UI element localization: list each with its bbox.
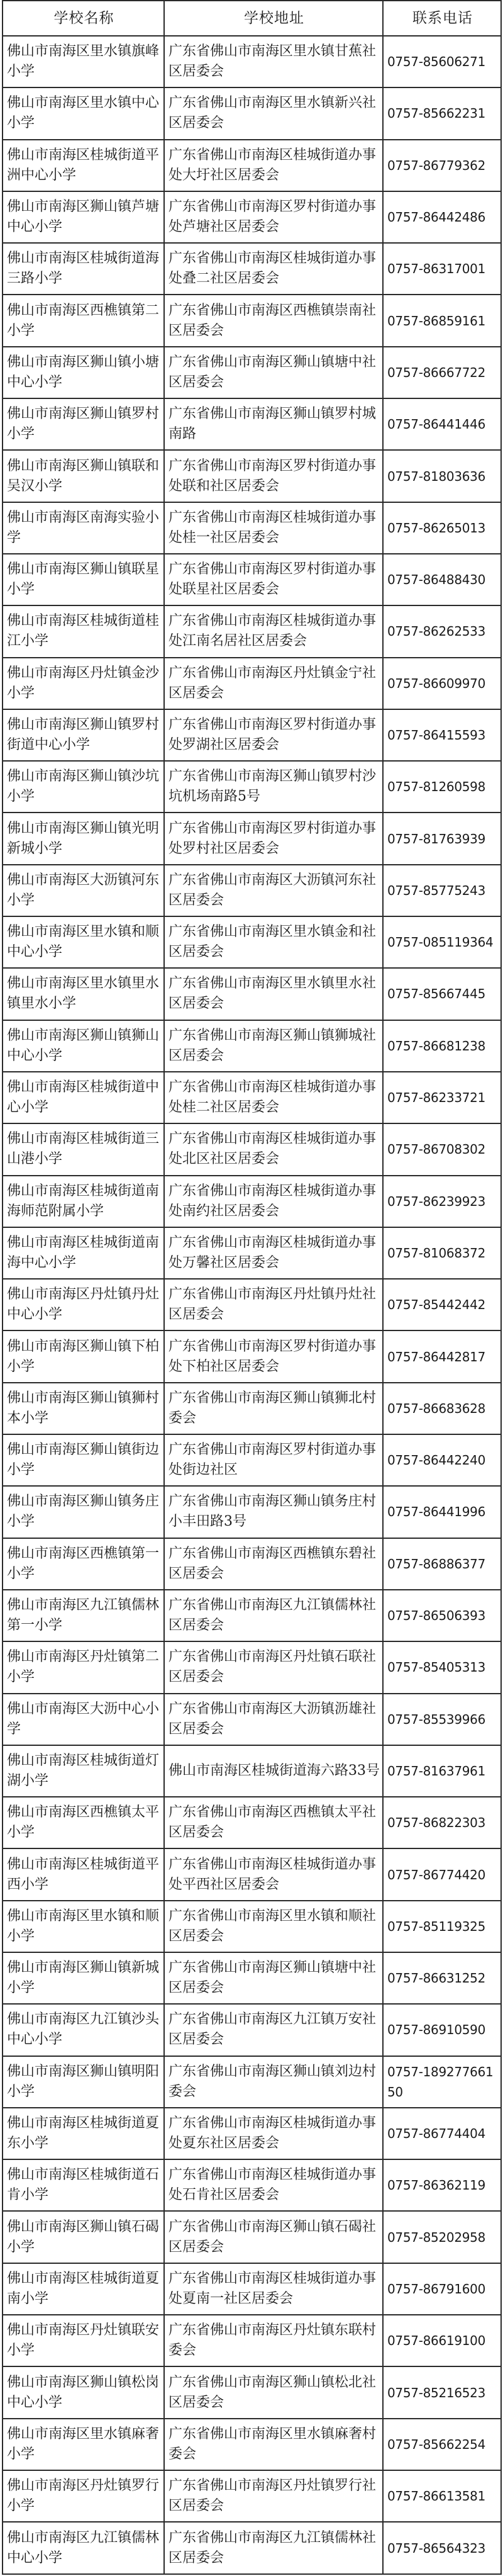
school-address-cell: 佛山市南海区桂城街道海六路33号: [164, 1745, 383, 1797]
school-name-cell: 佛山市南海区桂城街道平西小学: [3, 1848, 164, 1900]
school-name-cell: 佛山市南海区大沥镇河东小学: [3, 865, 164, 916]
table-row: [3, 554, 501, 605]
contact-phone-cell: 0757-86442486: [383, 191, 501, 243]
school-name-cell: 佛山市南海区桂城街道夏东小学: [3, 2108, 164, 2159]
contact-phone-cell: 0757-86415593: [383, 709, 501, 761]
school-address-cell: 广东省佛山市南海区狮山镇罗村城南路: [164, 398, 383, 450]
school-name-cell: 佛山市南海区里水镇和顺小学: [3, 1901, 164, 1952]
table-row: [3, 1330, 501, 1382]
contact-phone-cell: 0757-86442240: [383, 1434, 501, 1486]
school-name-cell: 佛山市南海区桂城街道南海师范附属小学: [3, 1176, 164, 1227]
table-row: [3, 761, 501, 813]
school-name-cell: 佛山市南海区桂城街道三山港小学: [3, 1123, 164, 1175]
table-row: [3, 2056, 501, 2108]
school-address-cell: 广东省佛山市南海区狮山镇务庄村小丰田路3号: [164, 1486, 383, 1538]
table-row: [3, 813, 501, 864]
school-address-cell: 广东省佛山市南海区罗村街道办事处联星社区居委会: [164, 554, 383, 605]
school-name-cell: 佛山市南海区桂城街道灯湖小学: [3, 1745, 164, 1797]
contact-phone-cell: 0757-86886377: [383, 1538, 501, 1590]
header-row: [3, 1, 501, 36]
table-row: [3, 2315, 501, 2366]
table-row: [3, 87, 501, 139]
contact-phone-cell: 0757-85202958: [383, 2211, 501, 2263]
table-row: [3, 1797, 501, 1848]
school-name-cell: 佛山市南海区狮山镇狮山中心小学: [3, 1020, 164, 1072]
contact-phone-cell: 0757-81637961: [383, 1745, 501, 1797]
contact-phone-cell: 0757-81803636: [383, 450, 501, 502]
school-address-cell: 广东省佛山市南海区狮山镇狮城社区居委会: [164, 1020, 383, 1072]
contact-phone-cell: 0757-86667722: [383, 347, 501, 398]
school-name-cell: 佛山市南海区狮山镇光明新城小学: [3, 813, 164, 864]
school-name-cell: 佛山市南海区桂城街道夏南小学: [3, 2263, 164, 2315]
school-address-cell: 广东省佛山市南海区大沥镇河东社区居委会: [164, 865, 383, 916]
school-name-cell: 佛山市南海区狮山镇联星小学: [3, 554, 164, 605]
school-name-cell: 佛山市南海区西樵镇第一小学: [3, 1538, 164, 1590]
school-contact-table: [2, 0, 502, 2575]
school-name-cell: 佛山市南海区桂城街道南海中心小学: [3, 1227, 164, 1279]
table-row: [3, 1694, 501, 1745]
contact-phone-cell: 0757-85775243: [383, 865, 501, 916]
school-name-cell: 佛山市南海区狮山镇小塘中心小学: [3, 347, 164, 398]
table-row: [3, 1952, 501, 2004]
school-name-cell: 佛山市南海区南海实验小学: [3, 502, 164, 554]
table-row: [3, 2263, 501, 2315]
table-row: [3, 347, 501, 398]
school-name-cell: 佛山市南海区狮山镇联和吴汉小学: [3, 450, 164, 502]
contact-phone-cell: 0757-86859161: [383, 295, 501, 346]
school-address-cell: 广东省佛山市南海区西樵镇崇南社区居委会: [164, 295, 383, 346]
contact-phone-cell: 0757-86609970: [383, 658, 501, 709]
table-row: [3, 1641, 501, 1693]
school-address-cell: 广东省佛山市南海区桂城街道办事处江南名居社区居委会: [164, 605, 383, 657]
table-row: [3, 2159, 501, 2211]
contact-phone-cell: 0757-81260598: [383, 761, 501, 813]
contact-phone-cell: 0757-86822303: [383, 1797, 501, 1848]
table-row: [3, 709, 501, 761]
school-address-cell: 广东省佛山市南海区罗村街道办事处街边社区: [164, 1434, 383, 1486]
contact-phone-cell: 0757-85667445: [383, 968, 501, 1020]
school-name-cell: 佛山市南海区狮山镇新城小学: [3, 1952, 164, 2004]
school-name-cell: 佛山市南海区狮山镇明阳小学: [3, 2056, 164, 2108]
school-name-cell: 佛山市南海区狮山镇松岗中心小学: [3, 2366, 164, 2418]
contact-phone-cell: 0757-85442442: [383, 1279, 501, 1330]
school-name-cell: 佛山市南海区狮山镇街边小学: [3, 1434, 164, 1486]
table-row: [3, 1745, 501, 1797]
table-row: [3, 1434, 501, 1486]
school-address-cell: 广东省佛山市南海区罗村街道办事处下柏社区居委会: [164, 1330, 383, 1382]
school-address-cell: 广东省佛山市南海区丹灶镇石联社区居委会: [164, 1641, 383, 1693]
contact-phone-cell: 0757-86233721: [383, 1072, 501, 1123]
school-address-cell: 广东省佛山市南海区西樵镇东碧社区居委会: [164, 1538, 383, 1590]
school-name-cell: 佛山市南海区桂城街道平洲中心小学: [3, 140, 164, 191]
school-address-cell: 广东省佛山市南海区桂城街道办事处万馨社区居委会: [164, 1227, 383, 1279]
contact-phone-cell: 0757-86708302: [383, 1123, 501, 1175]
contact-phone-cell: 0757-86779362: [383, 140, 501, 191]
school-address-cell: 广东省佛山市南海区狮山镇狮北村委会: [164, 1383, 383, 1434]
contact-phone-cell: 0757-18927766150: [383, 2056, 501, 2108]
school-name-cell: 佛山市南海区丹灶镇罗行小学: [3, 2470, 164, 2522]
school-name-cell: 佛山市南海区桂城街道海三路小学: [3, 243, 164, 295]
header-contact-phone: 联系电话: [383, 1, 501, 36]
table-row: [3, 243, 501, 295]
school-address-cell: 广东省佛山市南海区桂城街道办事处叠二社区居委会: [164, 243, 383, 295]
contact-phone-cell: 0757-86506393: [383, 1590, 501, 1641]
school-address-cell: 广东省佛山市南海区桂城街道办事处平西社区居委会: [164, 1848, 383, 1900]
school-name-cell: 佛山市南海区狮山镇石碣小学: [3, 2211, 164, 2263]
school-address-cell: 广东省佛山市南海区里水镇金和社区居委会: [164, 916, 383, 968]
contact-phone-cell: 0757-86262533: [383, 605, 501, 657]
school-address-cell: 广东省佛山市南海区九江镇万安社区居委会: [164, 2004, 383, 2056]
contact-phone-cell: 0757-85405313: [383, 1641, 501, 1693]
table-row: [3, 2211, 501, 2263]
contact-phone-cell: 0757-86442817: [383, 1330, 501, 1382]
contact-phone-cell: 0757-86317001: [383, 243, 501, 295]
school-address-cell: 广东省佛山市南海区九江镇儒林社区居委会: [164, 1590, 383, 1641]
table-row: [3, 1176, 501, 1227]
table-row: [3, 1072, 501, 1123]
school-address-cell: 广东省佛山市南海区桂城街道办事处夏南一社区居委会: [164, 2263, 383, 2315]
table-row: [3, 605, 501, 657]
school-address-cell: 广东省佛山市南海区丹灶镇东联村委会: [164, 2315, 383, 2366]
school-address-cell: 广东省佛山市南海区桂城街道办事处桂二社区居委会: [164, 1072, 383, 1123]
contact-phone-cell: 0757-86774404: [383, 2108, 501, 2159]
table-row: [3, 2522, 501, 2574]
school-name-cell: 佛山市南海区九江镇儒林中心小学: [3, 2522, 164, 2574]
school-address-cell: 广东省佛山市南海区里水镇里水社区居委会: [164, 968, 383, 1020]
contact-phone-cell: 0757-86265013: [383, 502, 501, 554]
school-name-cell: 佛山市南海区桂城街道中心小学: [3, 1072, 164, 1123]
school-address-cell: 广东省佛山市南海区西樵镇太平社区居委会: [164, 1797, 383, 1848]
school-address-cell: 广东省佛山市南海区桂城街道办事处夏东社区居委会: [164, 2108, 383, 2159]
school-name-cell: 佛山市南海区狮山镇下柏小学: [3, 1330, 164, 1382]
table-row: [3, 450, 501, 502]
school-address-cell: 广东省佛山市南海区九江镇儒林社区居委会: [164, 2522, 383, 2574]
table-header: [3, 1, 501, 36]
contact-phone-cell: 0757-86441446: [383, 398, 501, 450]
school-address-cell: 广东省佛山市南海区大沥镇沥雄社区居委会: [164, 1694, 383, 1745]
table-body: [3, 36, 501, 2574]
school-name-cell: 佛山市南海区桂城街道桂江小学: [3, 605, 164, 657]
school-name-cell: 佛山市南海区里水镇旗峰小学: [3, 36, 164, 87]
table-row: [3, 968, 501, 1020]
school-name-cell: 佛山市南海区九江镇沙头中心小学: [3, 2004, 164, 2056]
contact-phone-cell: 0757-86631252: [383, 1952, 501, 2004]
school-address-cell: 广东省佛山市南海区狮山镇塘中社区居委会: [164, 1952, 383, 2004]
school-name-cell: 佛山市南海区里水镇和顺中心小学: [3, 916, 164, 968]
table-row: [3, 140, 501, 191]
school-name-cell: 佛山市南海区丹灶镇丹灶中心小学: [3, 1279, 164, 1330]
school-name-cell: 佛山市南海区里水镇里水镇里水小学: [3, 968, 164, 1020]
contact-phone-cell: 0757-86774420: [383, 1848, 501, 1900]
contact-phone-cell: 0757-81068372: [383, 1227, 501, 1279]
contact-phone-cell: 0757-86681238: [383, 1020, 501, 1072]
table-row: [3, 1486, 501, 1538]
school-address-cell: 广东省佛山市南海区丹灶镇丹灶社区居委会: [164, 1279, 383, 1330]
school-address-cell: 广东省佛山市南海区罗村街道办事处罗村社区居委会: [164, 813, 383, 864]
contact-phone-cell: 0757-85539966: [383, 1694, 501, 1745]
table-row: [3, 1123, 501, 1175]
school-address-cell: 广东省佛山市南海区罗村街道办事处联和社区居委会: [164, 450, 383, 502]
school-address-cell: 广东省佛山市南海区丹灶镇金宁社区居委会: [164, 658, 383, 709]
school-name-cell: 佛山市南海区九江镇儒林第一小学: [3, 1590, 164, 1641]
header-school-address: 学校地址: [164, 1, 383, 36]
school-name-cell: 佛山市南海区桂城街道石肯小学: [3, 2159, 164, 2211]
contact-phone-cell: 0757-85216523: [383, 2366, 501, 2418]
school-name-cell: 佛山市南海区西樵镇第二小学: [3, 295, 164, 346]
table-row: [3, 1227, 501, 1279]
contact-phone-cell: 0757-86362119: [383, 2159, 501, 2211]
school-address-cell: 广东省佛山市南海区狮山镇罗村沙坑机场南路5号: [164, 761, 383, 813]
table-row: [3, 2004, 501, 2056]
school-address-cell: 广东省佛山市南海区桂城街道办事处大圩社区居委会: [164, 140, 383, 191]
contact-phone-cell: 0757-86619100: [383, 2315, 501, 2366]
table-row: [3, 2419, 501, 2470]
header-school-name: 学校名称: [3, 1, 164, 36]
school-address-cell: 广东省佛山市南海区狮山镇塘中社区居委会: [164, 347, 383, 398]
school-name-cell: 佛山市南海区狮山镇罗村街道中心小学: [3, 709, 164, 761]
school-name-cell: 佛山市南海区大沥中心小学: [3, 1694, 164, 1745]
contact-phone-cell: 0757-86488430: [383, 554, 501, 605]
contact-phone-cell: 0757-85662254: [383, 2419, 501, 2470]
school-address-cell: 广东省佛山市南海区里水镇麻奢村委会: [164, 2419, 383, 2470]
table-row: [3, 2108, 501, 2159]
table-row: [3, 1590, 501, 1641]
school-address-cell: 广东省佛山市南海区桂城街道办事处桂一社区居委会: [164, 502, 383, 554]
table-row: [3, 2366, 501, 2418]
school-name-cell: 佛山市南海区里水镇中心小学: [3, 87, 164, 139]
contact-phone-cell: 0757-86239923: [383, 1176, 501, 1227]
contact-phone-cell: 0757-86564323: [383, 2522, 501, 2574]
school-name-cell: 佛山市南海区狮山镇务庄小学: [3, 1486, 164, 1538]
school-name-cell: 佛山市南海区狮山镇罗村小学: [3, 398, 164, 450]
contact-phone-cell: 0757-86441996: [383, 1486, 501, 1538]
school-address-cell: 广东省佛山市南海区狮山镇刘边村委会: [164, 2056, 383, 2108]
school-address-cell: 广东省佛山市南海区里水镇和顺社区居委会: [164, 1901, 383, 1952]
school-address-cell: 广东省佛山市南海区狮山镇石碣社区居委会: [164, 2211, 383, 2263]
school-name-cell: 佛山市南海区里水镇麻奢小学: [3, 2419, 164, 2470]
contact-phone-cell: 0757-81763939: [383, 813, 501, 864]
table-row: [3, 658, 501, 709]
school-name-cell: 佛山市南海区丹灶镇联安小学: [3, 2315, 164, 2366]
contact-phone-cell: 0757-86910590: [383, 2004, 501, 2056]
table-row: [3, 916, 501, 968]
table-row: [3, 1383, 501, 1434]
school-name-cell: 佛山市南海区狮山镇狮村本小学: [3, 1383, 164, 1434]
table-row: [3, 295, 501, 346]
school-name-cell: 佛山市南海区西樵镇太平小学: [3, 1797, 164, 1848]
school-address-cell: 广东省佛山市南海区丹灶镇罗行社区居委会: [164, 2470, 383, 2522]
table-row: [3, 2470, 501, 2522]
school-address-cell: 广东省佛山市南海区罗村街道办事处罗湖社区居委会: [164, 709, 383, 761]
table-row: [3, 1538, 501, 1590]
table-row: [3, 1020, 501, 1072]
school-address-cell: 广东省佛山市南海区里水镇甘蕉社区居委会: [164, 36, 383, 87]
table-row: [3, 398, 501, 450]
school-name-cell: 佛山市南海区狮山镇沙坑小学: [3, 761, 164, 813]
table-row: [3, 865, 501, 916]
table-row: [3, 1279, 501, 1330]
school-address-cell: 广东省佛山市南海区罗村街道办事处芦塘社区居委会: [164, 191, 383, 243]
contact-phone-cell: 0757-86683628: [383, 1383, 501, 1434]
contact-phone-cell: 0757-085119364: [383, 916, 501, 968]
school-address-cell: 广东省佛山市南海区桂城街道办事处南约社区居委会: [164, 1176, 383, 1227]
school-address-cell: 广东省佛山市南海区里水镇新兴社区居委会: [164, 87, 383, 139]
table-row: [3, 1901, 501, 1952]
school-name-cell: 佛山市南海区狮山镇芦塘中心小学: [3, 191, 164, 243]
contact-phone-cell: 0757-86613581: [383, 2470, 501, 2522]
table-row: [3, 191, 501, 243]
school-address-cell: 广东省佛山市南海区桂城街道办事处北区社区居委会: [164, 1123, 383, 1175]
contact-phone-cell: 0757-85662231: [383, 87, 501, 139]
school-name-cell: 佛山市南海区丹灶镇金沙小学: [3, 658, 164, 709]
table-row: [3, 36, 501, 87]
contact-phone-cell: 0757-86791600: [383, 2263, 501, 2315]
school-name-cell: 佛山市南海区丹灶镇第二小学: [3, 1641, 164, 1693]
contact-phone-cell: 0757-85119325: [383, 1901, 501, 1952]
contact-phone-cell: 0757-85606271: [383, 36, 501, 87]
school-address-cell: 广东省佛山市南海区桂城街道办事处石肯社区居委会: [164, 2159, 383, 2211]
table-row: [3, 1848, 501, 1900]
table-row: [3, 502, 501, 554]
school-address-cell: 广东省佛山市南海区狮山镇松北社区居委会: [164, 2366, 383, 2418]
